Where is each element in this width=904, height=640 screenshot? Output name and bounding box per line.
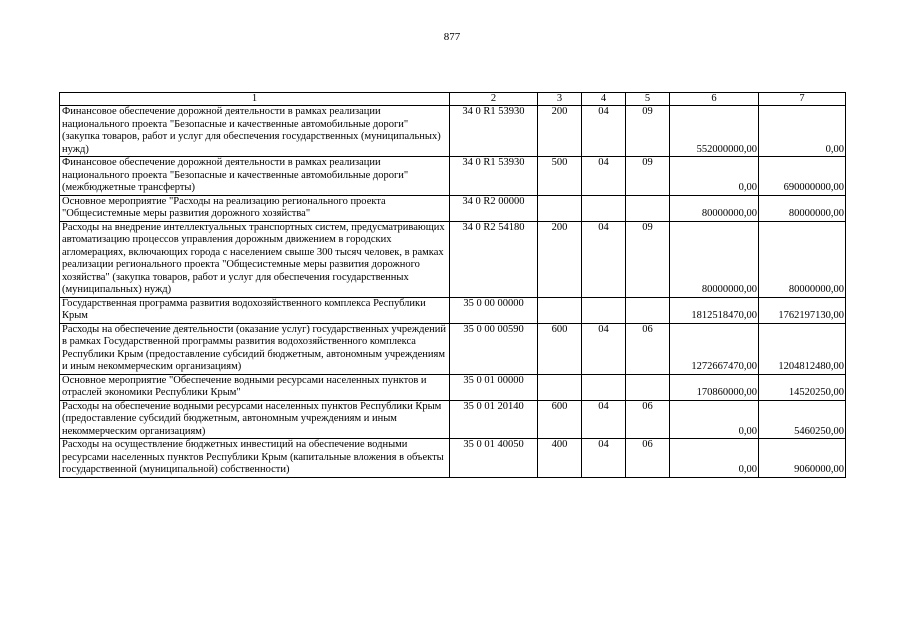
subsection-cell: 06 xyxy=(626,439,670,478)
target-article-code-cell: 35 0 01 20140 xyxy=(450,400,538,439)
amount-year2-cell: 690000000,00 xyxy=(759,157,846,196)
amount-year1-cell: 0,00 xyxy=(670,157,759,196)
expense-type-cell: 400 xyxy=(538,439,582,478)
amount-year2-cell: 5460250,00 xyxy=(759,400,846,439)
expense-type-cell xyxy=(538,195,582,221)
amount-year1-cell: 552000000,00 xyxy=(670,106,759,157)
table-row xyxy=(60,374,846,400)
table-row xyxy=(60,221,846,297)
amount-year2-cell: 80000000,00 xyxy=(759,195,846,221)
amount-year1-cell: 1272667470,00 xyxy=(670,323,759,374)
target-article-code-cell: 35 0 01 40050 xyxy=(450,439,538,478)
section-cell: 04 xyxy=(582,439,626,478)
expense-name-cell: Основное мероприятие "Расходы на реализацию регионального проекта "Общесистемные меры развития дорожного хозяйства" xyxy=(60,195,450,221)
expense-type-cell: 600 xyxy=(538,400,582,439)
expense-type-cell: 600 xyxy=(538,323,582,374)
table-row xyxy=(60,297,846,323)
section-cell xyxy=(582,195,626,221)
column-header-5: 5 xyxy=(626,93,670,106)
page-number: 877 xyxy=(443,31,461,43)
budget-table xyxy=(59,92,846,478)
amount-year2-cell: 0,00 xyxy=(759,106,846,157)
section-cell: 04 xyxy=(582,323,626,374)
expense-name-cell: Государственная программа развития водохозяйственного комплекса Республики Крым xyxy=(60,297,450,323)
subsection-cell xyxy=(626,297,670,323)
subsection-cell: 06 xyxy=(626,400,670,439)
column-header-1: 1 xyxy=(60,93,450,106)
section-cell xyxy=(582,297,626,323)
amount-year2-cell: 1204812480,00 xyxy=(759,323,846,374)
section-cell: 04 xyxy=(582,157,626,196)
target-article-code-cell: 34 0 R1 53930 xyxy=(450,157,538,196)
target-article-code-cell: 35 0 00 00590 xyxy=(450,323,538,374)
expense-name-cell: Расходы на обеспечение деятельности (оказание услуг) государственных учреждений в рамках Государственной программы развития водохозяйственного комплекса Республики Крым (предоставление субсидий бюджетным, автономным учреждениям и иным некоммерческим организациям) xyxy=(60,323,450,374)
amount-year2-cell: 1762197130,00 xyxy=(759,297,846,323)
column-number-header-row xyxy=(60,93,846,106)
subsection-cell: 09 xyxy=(626,157,670,196)
table-row xyxy=(60,195,846,221)
expense-type-cell: 200 xyxy=(538,106,582,157)
column-header-3: 3 xyxy=(538,93,582,106)
section-cell: 04 xyxy=(582,106,626,157)
expense-name-cell: Финансовое обеспечение дорожной деятельности в рамках реализации национального проекта "Безопасные и качественные автомобильные дороги" (межбюджетные трансферты) xyxy=(60,157,450,196)
column-header-6: 6 xyxy=(670,93,759,106)
amount-year1-cell: 0,00 xyxy=(670,439,759,478)
expense-name-cell: Расходы на внедрение интеллектуальных транспортных систем, предусматривающих автоматизацию процессов управления дорожным движением в городских агломерациях, включающих города с населением свыше 300 тысяч человек, в рамках реализации регионального проекта "Общесистемные меры развития дорожного хозяйства" (закупка товаров, работ и услуг для обеспечения государственных (муниципальных) нужд) xyxy=(60,221,450,297)
subsection-cell xyxy=(626,374,670,400)
section-cell: 04 xyxy=(582,400,626,439)
target-article-code-cell: 34 0 R1 53930 xyxy=(450,106,538,157)
expense-name-cell: Расходы на обеспечение водными ресурсами населенных пунктов Республики Крым (предоставление субсидий бюджетным, автономным учреждениям и иным некоммерческим организациям) xyxy=(60,400,450,439)
expense-name-cell: Основное мероприятие "Обеспечение водными ресурсами населенных пунктов и отраслей экономики Республики Крым" xyxy=(60,374,450,400)
subsection-cell: 06 xyxy=(626,323,670,374)
column-header-4: 4 xyxy=(582,93,626,106)
amount-year2-cell: 80000000,00 xyxy=(759,221,846,297)
expense-name-cell: Финансовое обеспечение дорожной деятельности в рамках реализации национального проекта "Безопасные и качественные автомобильные дороги" (закупка товаров, работ и услуг для обеспечения государственных (муниципальных) нужд) xyxy=(60,106,450,157)
expense-type-cell xyxy=(538,297,582,323)
target-article-code-cell: 35 0 00 00000 xyxy=(450,297,538,323)
subsection-cell: 09 xyxy=(626,106,670,157)
target-article-code-cell: 35 0 01 00000 xyxy=(450,374,538,400)
table-row xyxy=(60,106,846,157)
subsection-cell: 09 xyxy=(626,221,670,297)
table-row xyxy=(60,157,846,196)
target-article-code-cell: 34 0 R2 54180 xyxy=(450,221,538,297)
amount-year1-cell: 80000000,00 xyxy=(670,195,759,221)
table-row xyxy=(60,439,846,478)
amount-year1-cell: 1812518470,00 xyxy=(670,297,759,323)
amount-year1-cell: 0,00 xyxy=(670,400,759,439)
amount-year2-cell: 9060000,00 xyxy=(759,439,846,478)
table-row xyxy=(60,400,846,439)
expense-name-cell: Расходы на осуществление бюджетных инвестиций на обеспечение водными ресурсами населенных пунктов Республики Крым (капитальные вложения в объекты государственной (муниципальной) собственности) xyxy=(60,439,450,478)
section-cell xyxy=(582,374,626,400)
expense-type-cell: 500 xyxy=(538,157,582,196)
column-header-2: 2 xyxy=(450,93,538,106)
amount-year1-cell: 170860000,00 xyxy=(670,374,759,400)
amount-year2-cell: 14520250,00 xyxy=(759,374,846,400)
amount-year1-cell: 80000000,00 xyxy=(670,221,759,297)
section-cell: 04 xyxy=(582,221,626,297)
table-row xyxy=(60,323,846,374)
subsection-cell xyxy=(626,195,670,221)
target-article-code-cell: 34 0 R2 00000 xyxy=(450,195,538,221)
column-header-7: 7 xyxy=(759,93,846,106)
expense-type-cell: 200 xyxy=(538,221,582,297)
expense-type-cell xyxy=(538,374,582,400)
